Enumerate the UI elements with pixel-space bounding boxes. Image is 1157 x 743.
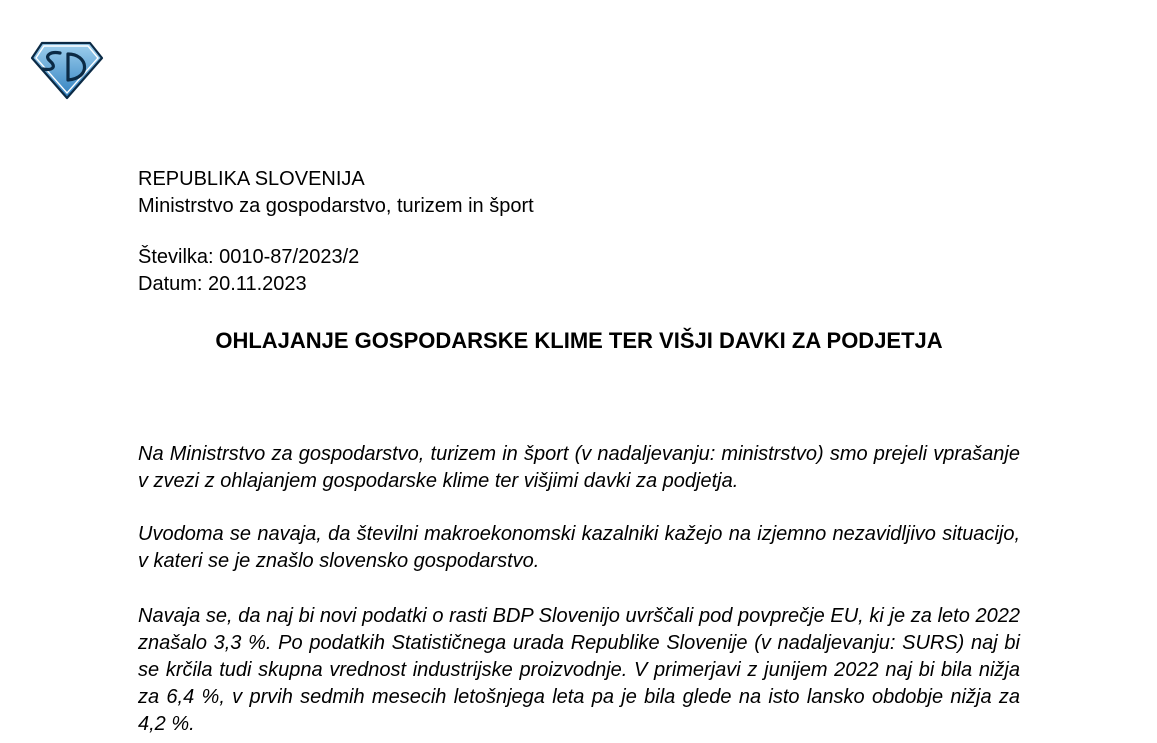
body-paragraph-2: Uvodoma se navaja, da številni makroekonomski kazalniki kažejo na izjemno nezavidljivo situacijo, v kateri se je znašlo slovensko gospodarstvo. xyxy=(138,523,1020,572)
body-paragraph-1: Na Ministrstvo za gospodarstvo, turizem in šport (v nadaljevanju: ministrstvo) smo prejeli vprašanje v zvezi z ohlajanjem gospodarske klime ter višjimi davki za podjetja. xyxy=(138,443,1020,492)
document-date: Datum: 20.11.2023 xyxy=(138,273,307,295)
document-title: OHLAJANJE GOSPODARSKE KLIME TER VIŠJI DAVKI ZA PODJETJA xyxy=(215,328,943,353)
sender-header xyxy=(138,166,534,220)
ministry-name: Ministrstvo za gospodarstvo, turizem in šport xyxy=(138,195,534,217)
document-number: Številka: 0010-87/2023/2 xyxy=(138,246,360,268)
body-paragraph-3: Navaja se, da naj bi novi podatki o rasti BDP Slovenijo uvrščali pod povprečje EU, ki je za leto 2022 znašalo 3,3 %. Po podatkih Statističnega urada Republike Slovenije (v nadaljevanju: SURS) naj bi se krčila tudi skupna vrednost industrijske proizvodnje. V primerjavi z junijem 2022 naj bi bila nižja za 6,4 %, v prvih sedmih mesecih letošnjega leta pa je bila glede na isto lansko obdobje nižja za 4,2 %. xyxy=(138,605,1020,735)
country-name: REPUBLIKA SLOVENIJA xyxy=(138,168,365,190)
document-meta xyxy=(138,244,359,298)
sd-diamond-logo-icon xyxy=(30,40,104,100)
